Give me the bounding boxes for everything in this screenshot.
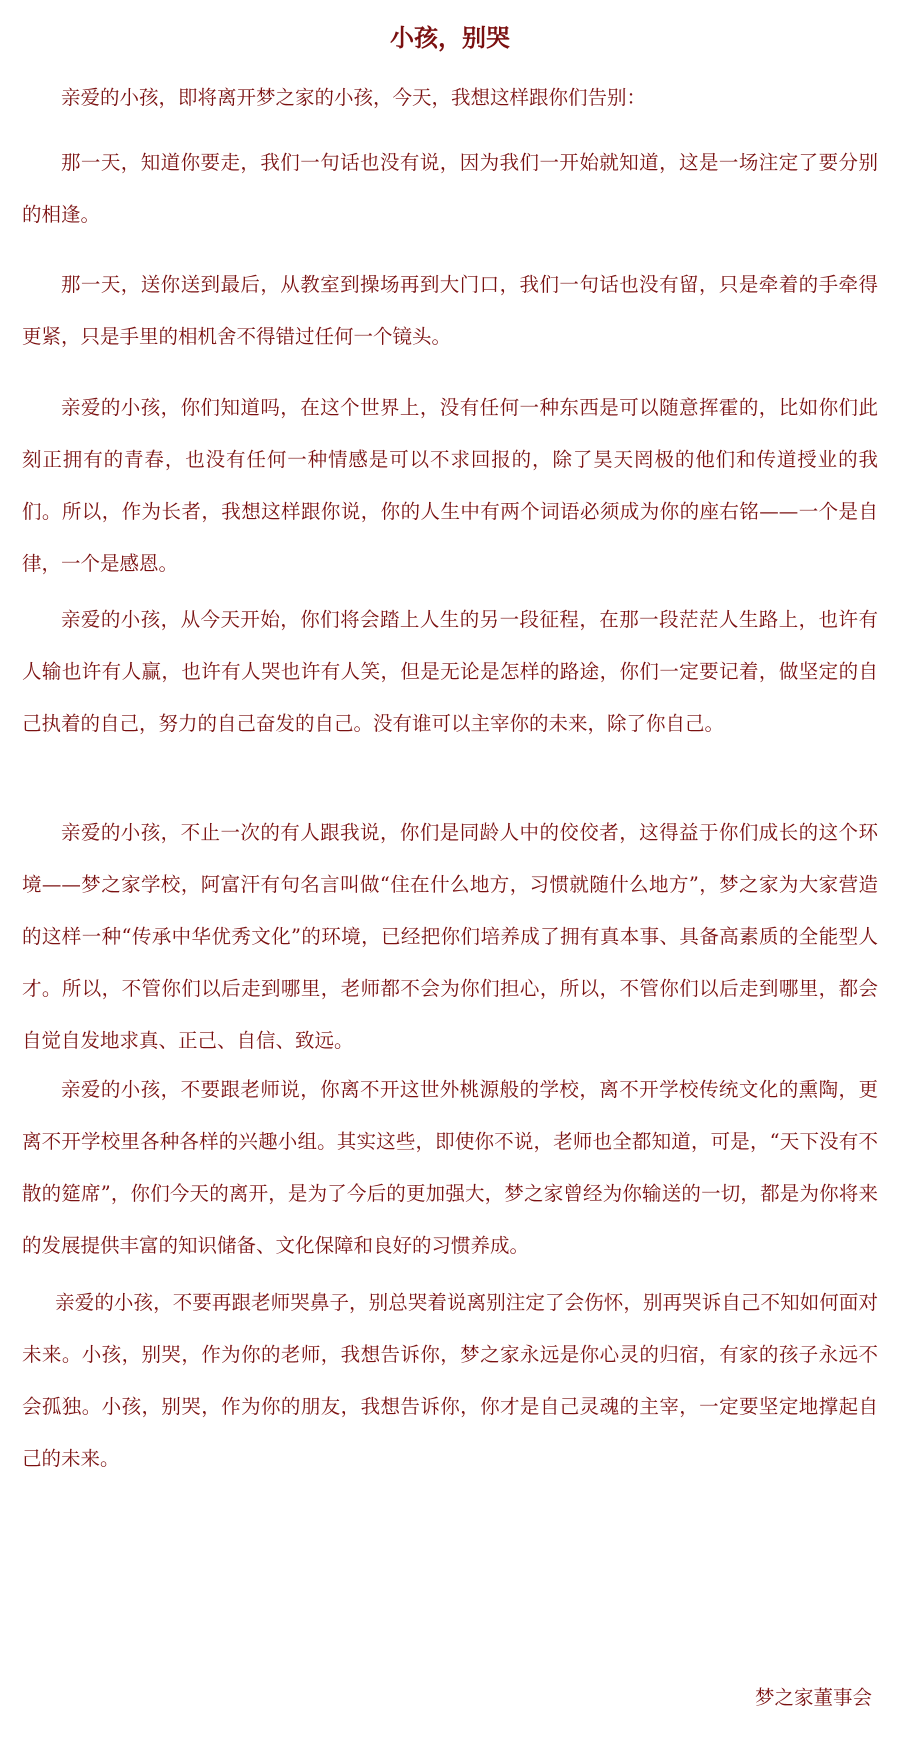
paragraph-new-journey: 亲爱的小孩，从今天开始，你们将会踏上人生的另一段征程，在那一段茫茫人生路上，也许有人输也许有人赢，也许有人哭也许有人笑，但是无论是怎样的路途，你们一定要记着，做坚定的自己执着的自己，努力的自己奋发的自己。没有谁可以主宰你的未来，除了你自己。: [22, 608, 878, 735]
paragraph-that-day-leaving: 那一天，知道你要走，我们一句话也没有说，因为我们一开始就知道，这是一场注定了要分别的相逢。: [22, 151, 878, 226]
page-title: 小孩，别哭: [390, 23, 510, 52]
paragraph-do-not-cry: 亲爱的小孩，不要再跟老师哭鼻子，别总哭着说离别注定了会伤怀，别再哭诉自己不知如何面对未来。小孩，别哭，作为你的老师，我想告诉你，梦之家永远是你心灵的归宿，有家的孩子永远不会孤独。小孩，别哭，作为你的朋友，我想告诉你，你才是自己灵魂的主宰，一定要坚定地撑起自己的未来。: [22, 1291, 878, 1470]
paragraph-that-day-farewell: 那一天，送你送到最后，从教室到操场再到大门口，我们一句话也没有留，只是牵着的手牵得更紧，只是手里的相机舍不得错过任何一个镜头。: [22, 273, 878, 348]
paragraph-do-not-say: 亲爱的小孩，不要跟老师说，你离不开这世外桃源般的学校，离不开学校传统文化的熏陶，更离不开学校里各种各样的兴趣小组。其实这些，即使你不说，老师也全都知道，可是，“天下没有不散的筵席”，你们今天的离开，是为了今后的更加强大，梦之家曾经为你输送的一切，都是为你将来的发展提供丰富的知识储备、文化保障和良好的习惯养成。: [22, 1078, 878, 1257]
paragraph-self-discipline-gratitude: 亲爱的小孩，你们知道吗，在这个世界上，没有任何一种东西是可以随意挥霍的，比如你们此刻正拥有的青春，也没有任何一种情感是可以不求回报的，除了昊天罔极的他们和传道授业的我们。所以，作为长者，我想这样跟你说，你的人生中有两个词语必须成为你的座右铭——一个是自律，一个是感恩。: [22, 396, 878, 575]
paragraph-greeting: 亲爱的小孩，即将离开梦之家的小孩，今天，我想这样跟你们告别：: [61, 86, 647, 109]
signature: 梦之家董事会: [754, 1686, 872, 1709]
paragraph-school-environment: 亲爱的小孩，不止一次的有人跟我说，你们是同龄人中的佼佼者，这得益于你们成长的这个环境——梦之家学校，阿富汗有句名言叫做“住在什么地方，习惯就随什么地方”，梦之家为大家营造的这样一种“传承中华优秀文化”的环境，已经把你们培养成了拥有真本事、具备高素质的全能型人才。所以，不管你们以后走到哪里，老师都不会为你们担心，所以，不管你们以后走到哪里，都会自觉自发地求真、正己、自信、致远。: [22, 821, 878, 1052]
